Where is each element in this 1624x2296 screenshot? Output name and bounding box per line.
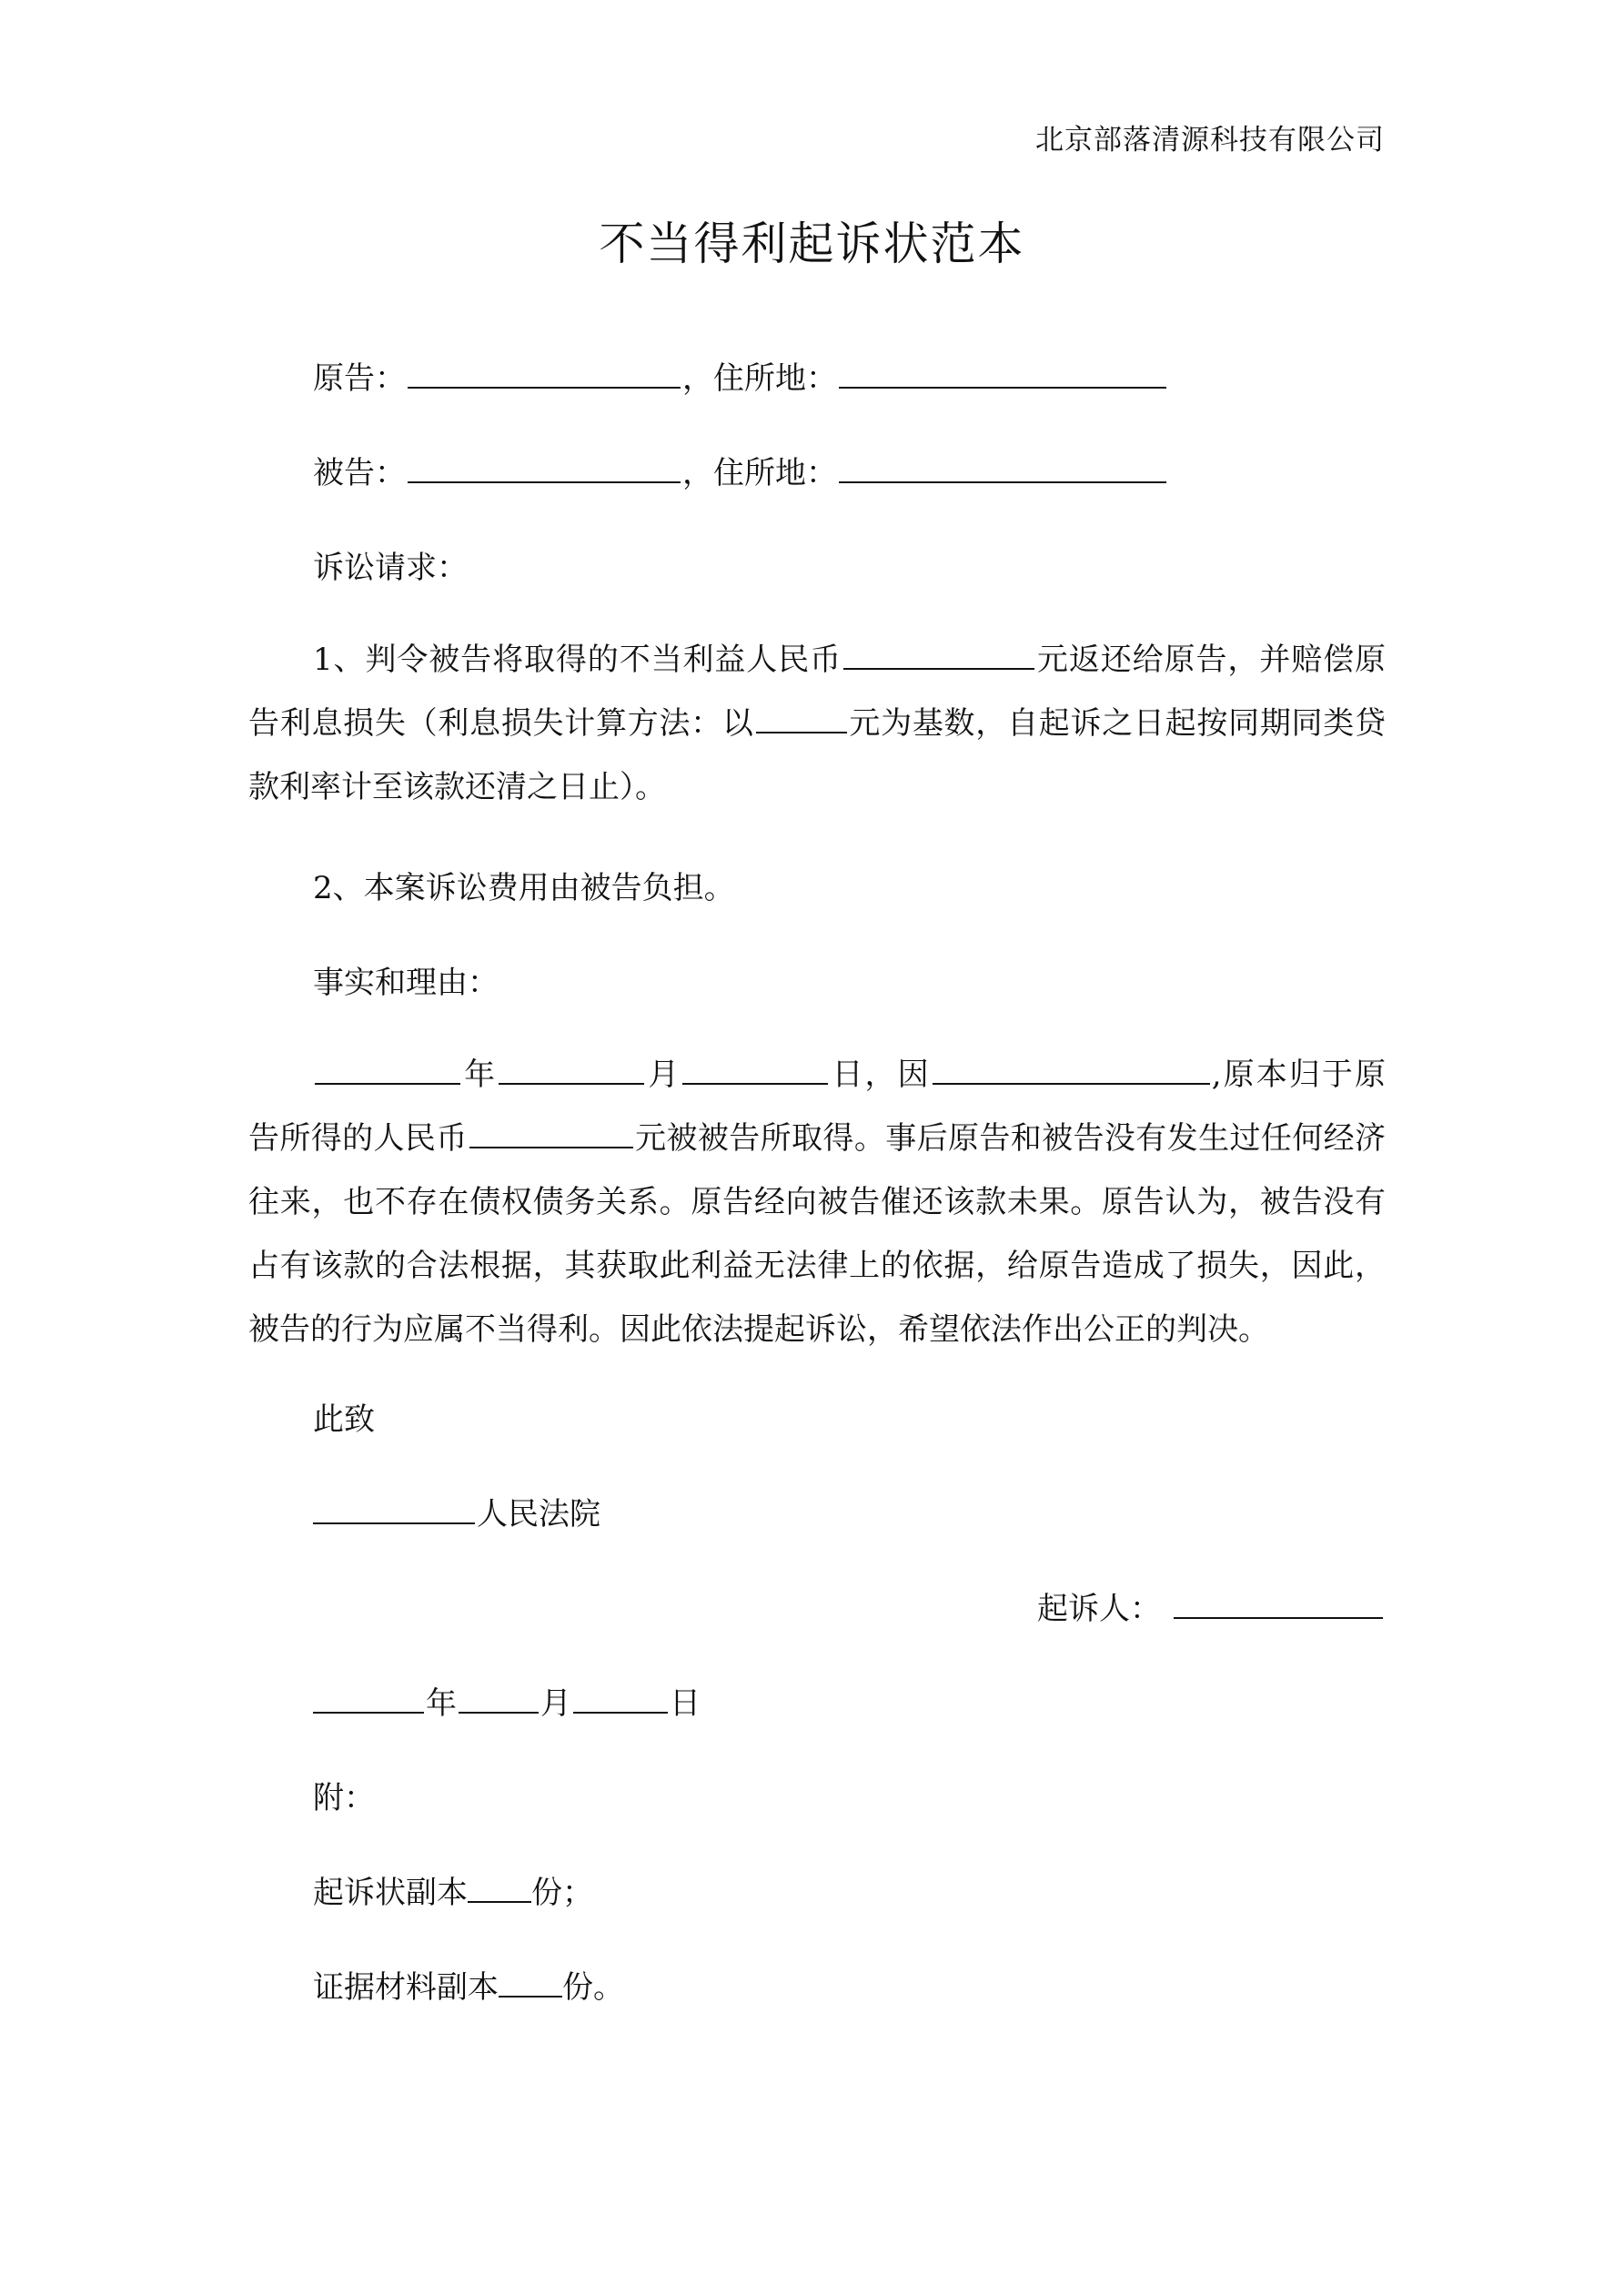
separator: ， <box>682 360 713 397</box>
month-label: 月 <box>646 1057 681 1093</box>
court-name-blank[interactable] <box>313 1495 475 1524</box>
attachment-item-1 <box>313 1867 593 1912</box>
facts-paragraph <box>248 1043 1386 1361</box>
defendant-line <box>313 448 1168 492</box>
attachment-1-label: 起诉状副本 <box>313 1875 468 1911</box>
residence-label: 住所地： <box>713 455 837 491</box>
complaint-copies-blank[interactable] <box>468 1874 531 1903</box>
facts-text-a: ,原本归于原告所得的人民币 <box>248 1057 1387 1157</box>
base-amount-blank[interactable] <box>756 704 847 733</box>
reason-blank[interactable] <box>933 1056 1210 1085</box>
company-header: 北京部落清源科技有限公司 <box>1035 124 1385 157</box>
claim-1-text-a: 1、判令被告将取得的不当利益人民币 <box>313 642 842 678</box>
plaintiff-label: 原告： <box>313 360 406 397</box>
court-suffix: 人民法院 <box>477 1496 600 1532</box>
court-line <box>313 1489 600 1533</box>
sign-year-blank[interactable] <box>313 1684 424 1714</box>
attachment-1-suffix: 份； <box>531 1875 593 1911</box>
plaintiff-residence-blank[interactable] <box>839 359 1166 389</box>
attachment-2-label: 证据材料副本 <box>313 1969 499 2006</box>
plaintiff-signature-line <box>1037 1583 1385 1628</box>
defendant-name-blank[interactable] <box>408 454 681 483</box>
residence-label: 住所地： <box>713 360 837 397</box>
amount-blank[interactable] <box>843 641 1034 670</box>
year-label: 年 <box>462 1057 498 1093</box>
month-blank[interactable] <box>499 1056 644 1085</box>
plaintiff-name-blank[interactable] <box>408 359 681 389</box>
claim-item-2: 2、本案诉讼费用由被告负担。 <box>313 870 735 906</box>
sign-year-label: 年 <box>426 1685 457 1722</box>
sign-month-label: 月 <box>540 1685 571 1722</box>
claims-heading: 诉讼请求： <box>313 550 468 586</box>
evidence-copies-blank[interactable] <box>499 1968 562 1998</box>
document-title: 不当得利起诉状范本 <box>599 217 1025 270</box>
defendant-label: 被告： <box>313 455 406 491</box>
facts-heading: 事实和理由： <box>313 965 499 1001</box>
sign-day-blank[interactable] <box>573 1684 668 1714</box>
claim-1-text-c: 元为基数，自起诉之日起按同期同类贷款利率计至该款还清之日止）。 <box>248 705 1387 805</box>
date-line <box>313 1678 701 1723</box>
plaintiff-sign-label: 起诉人： <box>1037 1591 1161 1627</box>
claim-1-text-b: 元返还给原告，并赔偿原告利息损失（利息损失计算方法：以 <box>248 642 1386 742</box>
year-blank[interactable] <box>315 1056 460 1085</box>
facts-amount-blank[interactable] <box>469 1119 633 1148</box>
sign-month-blank[interactable] <box>459 1684 539 1714</box>
defendant-residence-blank[interactable] <box>839 454 1166 483</box>
separator: ， <box>682 455 713 491</box>
plaintiff-line <box>313 353 1168 398</box>
sign-day-label: 日 <box>670 1685 701 1722</box>
claim-item-1 <box>248 628 1386 819</box>
attachment-item-2 <box>313 1962 624 2007</box>
attachment-2-suffix: 份。 <box>562 1969 624 2006</box>
day-blank[interactable] <box>682 1056 828 1085</box>
salutation: 此致 <box>313 1401 375 1438</box>
facts-text-b: 元被被告所取得。事后原告和被告没有发生过任何经济往来，也不存在债权债务关系。原告经向被告催还该款未果。原告认为，被告没有占有该款的合法根据，其获取此利益无法律上的依据，给原告造成了损失，因此，被告的行为应属不当得利。因此依法提起诉讼，希望依法作出公正的判决。 <box>248 1120 1387 1348</box>
attachments-heading: 附： <box>313 1780 375 1816</box>
day-because-label: 日，因 <box>830 1057 931 1093</box>
plaintiff-signature-blank[interactable] <box>1174 1590 1383 1619</box>
